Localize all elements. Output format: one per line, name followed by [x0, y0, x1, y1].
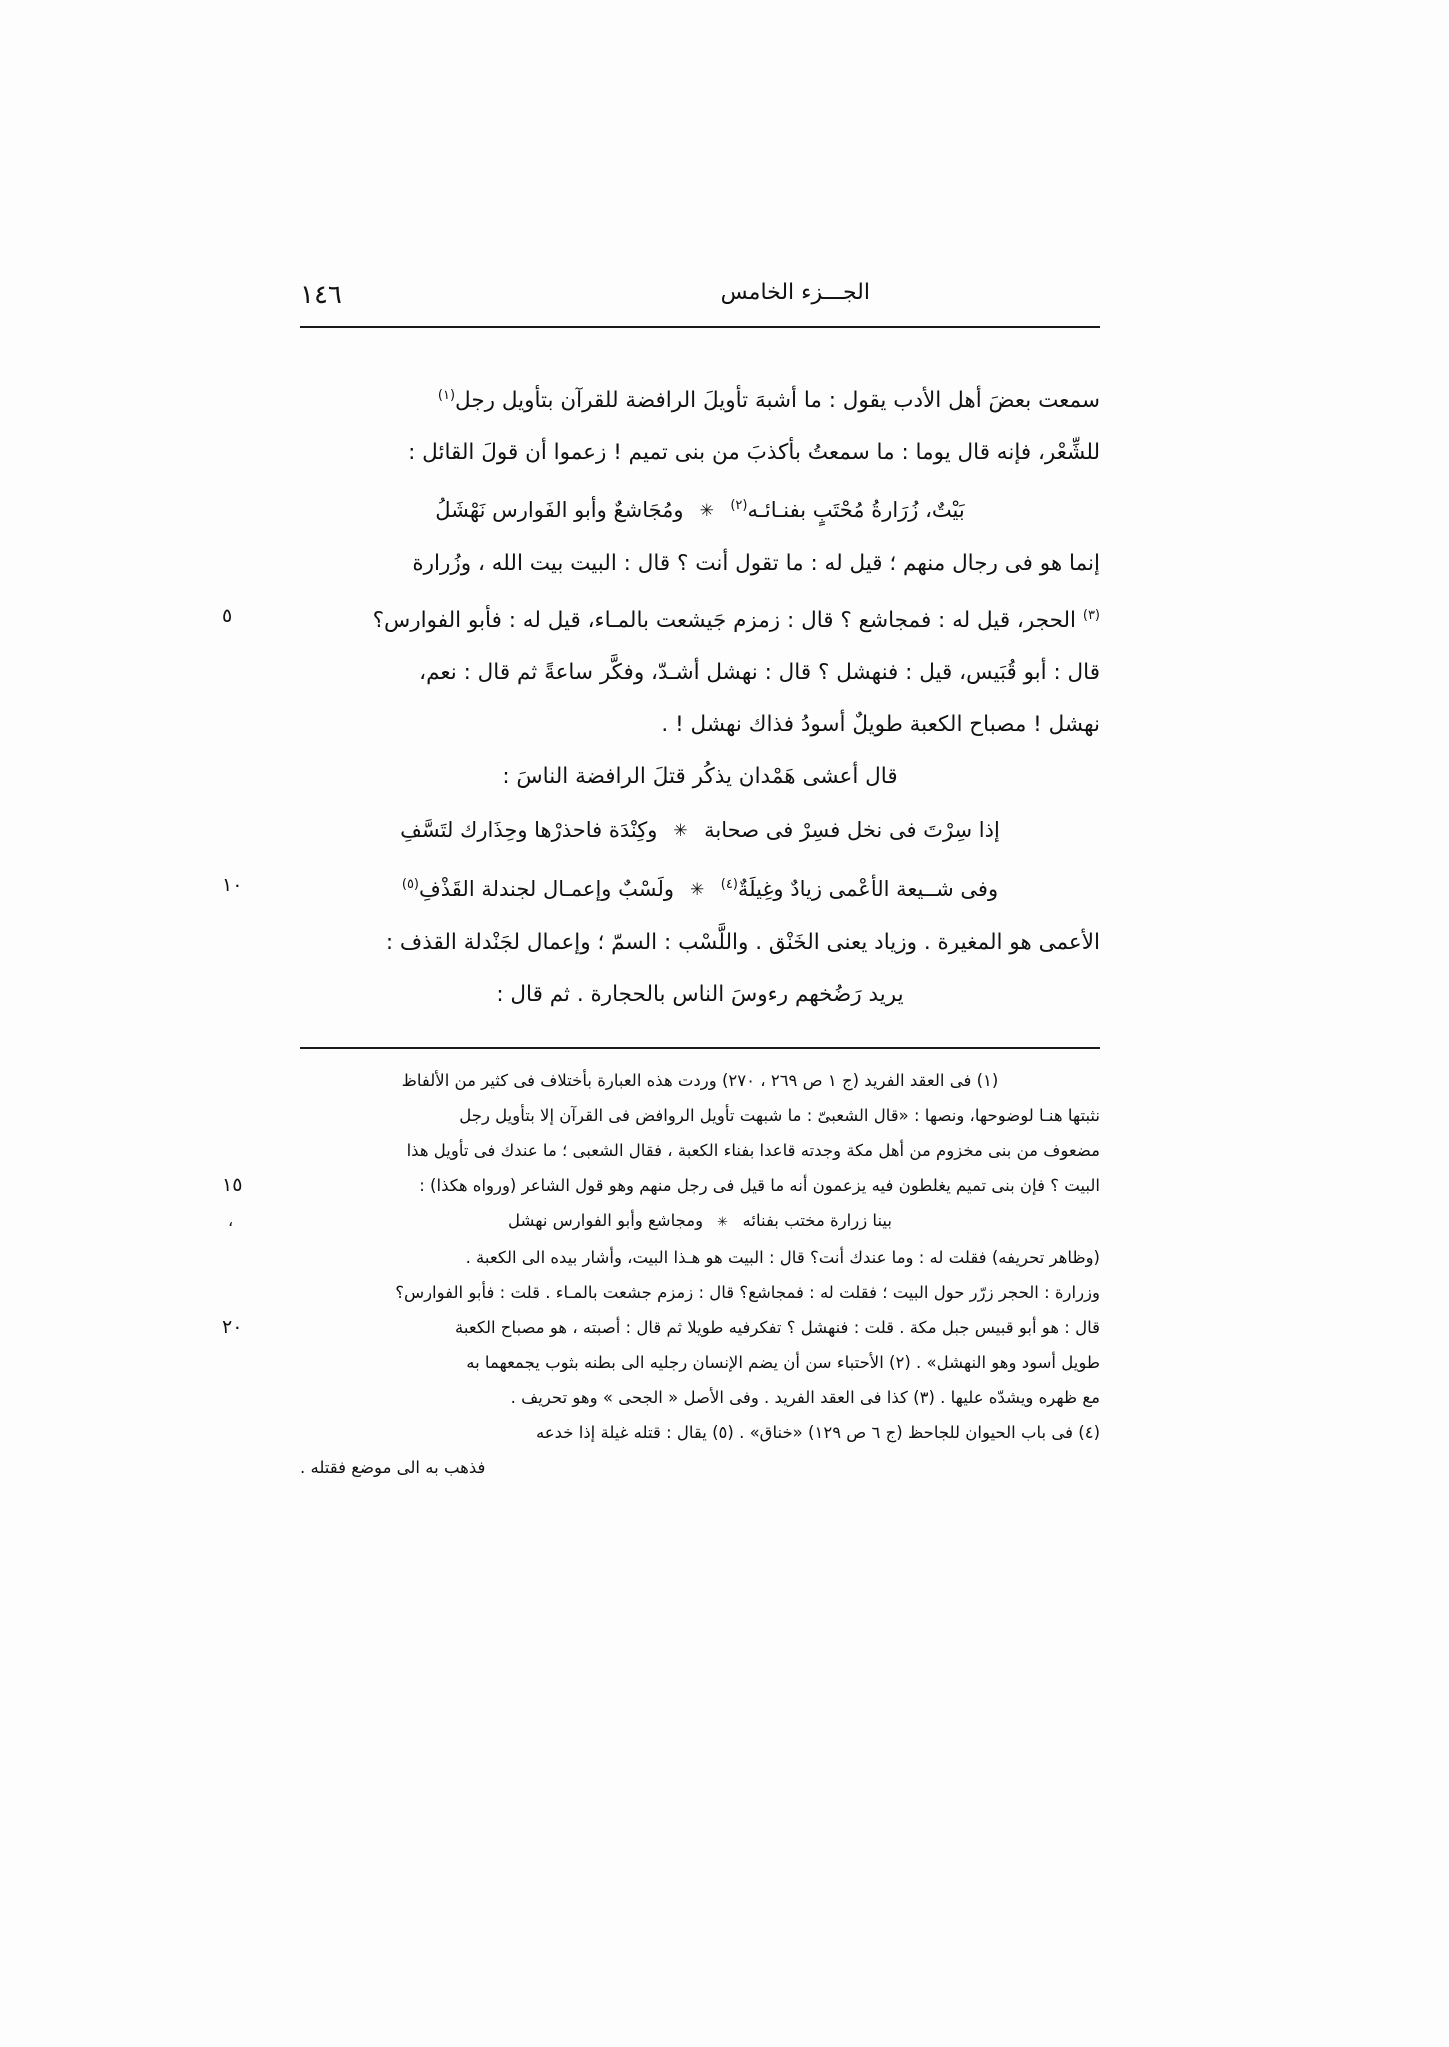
text-line: [300, 751, 1100, 803]
footnote-marker-2: (٢): [730, 498, 748, 514]
footnote-verse-hemistich-1: بينا زرارة مختب بفنائه: [742, 1211, 892, 1231]
line-number-10: ١٠: [222, 874, 243, 897]
footnote-text: نثبتها هنـا لوضوحها، ونصها : «قال الشعبىّ : ما شبهت تأويل الروافض فى القرآن إلا بتأويل رجل: [459, 1106, 1100, 1126]
footnote-text: فذهب به الى موضع فقتله .: [300, 1458, 486, 1478]
footnote-line: [300, 1133, 1100, 1168]
text-line-content: الأعمى هو المغيرة . وزياد يعنى الخَنْق . واللَّسْب : السمّ ؛ وإعمال لجَنْدلة القذف :: [385, 930, 1100, 956]
text-line: [300, 647, 1100, 699]
footnote-marker-3: (٣): [1082, 608, 1100, 624]
footnote-line: [300, 1098, 1100, 1133]
footnote-marker-1: (١): [437, 388, 456, 403]
footnote-line: [300, 1345, 1100, 1380]
line-number-20: ٢٠: [222, 1316, 243, 1339]
text-line-content: قال أعشى هَمْدان يذكُر قتلَ الرافضة الناسَ :: [502, 764, 898, 790]
verse-separator-icon: ✳: [699, 501, 715, 522]
margin-mark: ،: [228, 1211, 234, 1231]
verse-line: [300, 479, 1100, 538]
text-line: [300, 917, 1100, 969]
verse-separator-icon: ✳: [717, 1215, 729, 1231]
body-text: [222, 370, 1100, 1021]
text-line-content: إنما هو فى رجال منهم ؛ قيل له : ما تقول أنت ؟ قال : البيت بيت الله ، وزُرارة: [412, 551, 1100, 577]
verse-line: [300, 803, 1100, 858]
footnote-text: وزرارة : الحجر زرّر حول البيت ؛ فقلت له : فمجاشع؟ قال : زمزم جشعت بالمـاء . قلت : فأبو الفوارس؟: [395, 1283, 1100, 1303]
page-number: ١٤٦: [300, 280, 342, 310]
footnote-line: [222, 1310, 1100, 1345]
verse-line: [222, 858, 1100, 917]
verse-hemistich-2: وكِنْدَة فاحذرْها وحِذَارك لتَسَّفِ: [400, 818, 658, 843]
text-line: [300, 699, 1100, 751]
footnote-marker-4: (٤): [720, 877, 738, 893]
page-content: [222, 280, 1100, 1485]
verse-hemistich-1: إذا سِرْتَ فى نخل فسِرْ فى صحابة: [704, 818, 1000, 843]
footnote-line: [300, 1415, 1100, 1450]
verse-separator-icon: ✳: [673, 821, 689, 842]
footnote-block: [222, 1063, 1100, 1485]
footnote-line: [222, 1168, 1100, 1203]
verse-separator-icon: ✳: [690, 880, 705, 901]
footnote-line: [300, 1450, 1100, 1485]
footnote-text: (١) فى العقد الفريد (ج ١ ص ٢٦٩ ، ٢٧٠) وردت هذه العبارة بأختلاف فى كثير من الألفاظ: [401, 1071, 999, 1091]
text-line: [300, 538, 1100, 590]
verse-hemistich-2: ولَسْبٌ وإعمـال لجندلة القَذْفِ: [419, 877, 674, 902]
line-number-15: ١٥: [222, 1174, 243, 1197]
page-header: [300, 280, 1100, 340]
text-line: [222, 590, 1100, 647]
footnote-line: [300, 1063, 1100, 1098]
text-line-content: للشِّعْر، فإنه قال يوما : ما سمعتُ بأكذبَ من بنى تميم ! زعموا أن قولَ القائل :: [408, 440, 1100, 466]
footnote-verse-hemistich-2: ومجاشع وأبو الفوارس نهشل: [508, 1211, 704, 1231]
footnote-text: (وظاهر تحريفه) فقلت له : وما عندك أنت؟ قال : البيت هو هـذا البيت، وأشار بيده الى الكعبة .: [465, 1248, 1100, 1268]
text-line-content: الحجر، قيل له : فمجاشع ؟ قال : زمزم جَيشعت بالمـاء، قيل له : فأبو الفوارس؟: [372, 608, 1077, 634]
footnote-line: [300, 1275, 1100, 1310]
footnote-text: مع ظهره ويشدّه عليها . (٣) كذا فى العقد الفريد . وفى الأصل « الجحى » وهو تحريف .: [510, 1388, 1100, 1408]
verse-hemistich-2: ومُجَاشعٌ وأبو الفَوارس نَهْشَلُ: [435, 498, 684, 523]
footnote-text: البيت ؟ فإن بنى تميم يغلطون فيه يزعمون أنه ما قيل فى رجل منهم وهو قول الشاعر (ورواه هكذا) :: [419, 1176, 1100, 1196]
verse-hemistich-1: وفى شــيعة الأعْمى زيادٌ وغِيلَةٌ: [737, 877, 999, 902]
footnote-text: (٤) فى باب الحيوان للجاحظ (ج ٦ ص ١٢٩) «خناق» . (٥) يقال : قتله غيلة إذا خدعه: [535, 1423, 1100, 1443]
footnote-text: طويل أسود وهو النهشل» . (٢) الأحتباء سن أن يضم الإنسان رجليه الى بطنه بثوب يجمعهما به: [466, 1353, 1100, 1373]
footnote-separator: [300, 1047, 1100, 1049]
header-title: الجـــزء الخامس: [720, 280, 870, 305]
footnote-marker-5: (٥): [401, 877, 419, 893]
footnote-line: [300, 1380, 1100, 1415]
footnote-text: قال : هو أبو قبيس جبل مكة . قلت : فنهشل ؟ تفكرفيه طويلا ثم قال : أصبته ، هو مصباح الكعبة: [455, 1318, 1100, 1338]
text-line-content: نهشل ! مصباح الكعبة طويلٌ أسودُ فذاك نهشل ! .: [661, 712, 1100, 738]
footnote-text: مضعوف من بنى مخزوم من أهل مكة وجدته قاعدا بفناء الكعبة ، فقال الشعبى ؛ ما عندك فى تأويل هذا: [406, 1141, 1100, 1161]
text-line: [300, 969, 1100, 1021]
verse-hemistich-1: بَيْتٌ، زُرَارةُ مُحْتَبٍ بفنـائـه: [747, 498, 965, 523]
text-line: [300, 427, 1100, 479]
text-line-content: سمعت بعضَ أهل الأدب يقول : ما أشبهَ تأويلَ الرافضة للقرآن بتأويل رجل: [455, 388, 1100, 414]
footnote-verse-line: [228, 1203, 1100, 1240]
text-line-content: قال : أبو قُبَيس، قيل : فنهشل ؟ قال : نهشل أشـدّ، وفكَّر ساعةً ثم قال : نعم،: [419, 660, 1100, 686]
footnote-line: [300, 1240, 1100, 1275]
text-line: [300, 370, 1100, 427]
header-rule: [300, 326, 1100, 328]
line-number-5: ٥: [222, 605, 233, 628]
text-line-content: يريد رَضُخهم رءوسَ الناس بالحجارة . ثم قال :: [496, 982, 904, 1008]
